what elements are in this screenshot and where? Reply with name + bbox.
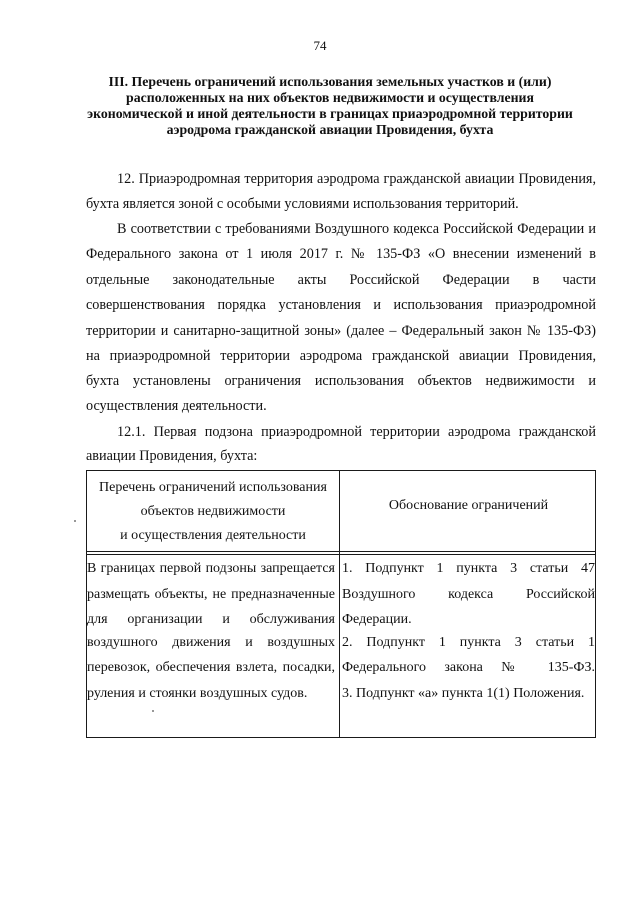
table-cell-restriction-line: руления и стоянки воздушных судов. <box>87 686 308 701</box>
restrictions-table <box>86 470 596 738</box>
table-cell-restriction-line: размещать объекты, не предназначенные <box>87 587 335 602</box>
table-cell-restriction-line: для организации и обслуживания <box>87 612 335 627</box>
table-header-line: Перечень ограничений использования <box>99 480 327 495</box>
table-header-line: объектов недвижимости <box>140 504 286 519</box>
section-title-line: экономической и иной деятельности в границах приаэродромной территории <box>87 106 573 121</box>
scan-speck <box>74 520 76 522</box>
table-header-divider <box>87 551 595 552</box>
paragraph-12-line: 12. Приаэродромная территория аэродрома гражданской авиации Провидения, <box>117 171 596 187</box>
table-cell-justification-line: Федерального закона № 135-ФЗ. <box>342 660 595 675</box>
table-header-justification: Обоснование ограничений <box>388 498 549 513</box>
paragraph-12-line: бухта является зоной с особыми условиями использования территорий. <box>86 196 519 212</box>
paragraph-12-1-line: 12.1. Первая подзона приаэродромной территории аэродрома гражданской <box>117 424 596 440</box>
paragraph-accordance-line: осуществления деятельности. <box>86 398 267 414</box>
paragraph-accordance-line: отдельные законодательные акты Российской Федерации в части <box>86 272 596 288</box>
paragraph-accordance-line: на приаэродромной территории аэродрома гражданской авиации Провидения, <box>86 348 596 364</box>
table-cell-justification-line: Федерации. <box>342 612 412 627</box>
paragraph-accordance-line: совершенствования порядка установления и использования приаэродромной <box>86 297 596 313</box>
table-cell-justification-line: Воздушного кодекса Российской <box>342 587 595 602</box>
table-cell-restriction-line: В границах первой подзоны запрещается <box>87 561 335 576</box>
table-header-line: и осуществления деятельности <box>120 528 306 543</box>
section-title <box>70 74 590 138</box>
paragraph-accordance-line: бухта установлены ограничения использования объектов недвижимости и <box>86 373 596 389</box>
table-header-restrictions <box>87 476 339 548</box>
table-cell-restriction-line: перевозок, обеспечения взлета, посадки, <box>87 660 335 675</box>
scan-speck <box>152 710 154 712</box>
table-cell-justification-line: 3. Подпункт «а» пункта 1(1) Положения. <box>342 686 585 701</box>
page-number: 74 <box>313 38 327 53</box>
paragraph-accordance-line: В соответствии с требованиями Воздушного кодекса Российской Федерации и <box>117 221 596 237</box>
paragraph-accordance-line: территории и санитарно-защитной зоны» (далее – Федеральный закон № 135-ФЗ) <box>86 323 596 339</box>
section-title-line: аэродрома гражданской авиации Провидения, бухта <box>166 122 494 137</box>
section-title-line: III. Перечень ограничений использования земельных участков и (или) <box>108 74 552 89</box>
table-cell-justification-line: 2. Подпункт 1 пункта 3 статьи 1 <box>342 635 595 650</box>
table-header-divider <box>87 554 595 555</box>
table-cell-restriction-line: воздушного движения и воздушных <box>87 635 335 650</box>
paragraph-accordance-line: Федерального закона от 1 июля 2017 г. № 135-ФЗ «О внесении изменений в <box>86 246 596 262</box>
section-title-line: расположенных на них объектов недвижимости и осуществления <box>126 90 534 105</box>
paragraph-12-1-line: авиации Провидения, бухта: <box>86 448 258 464</box>
table-cell-justification-line: 1. Подпункт 1 пункта 3 статьи 47 <box>342 561 595 576</box>
